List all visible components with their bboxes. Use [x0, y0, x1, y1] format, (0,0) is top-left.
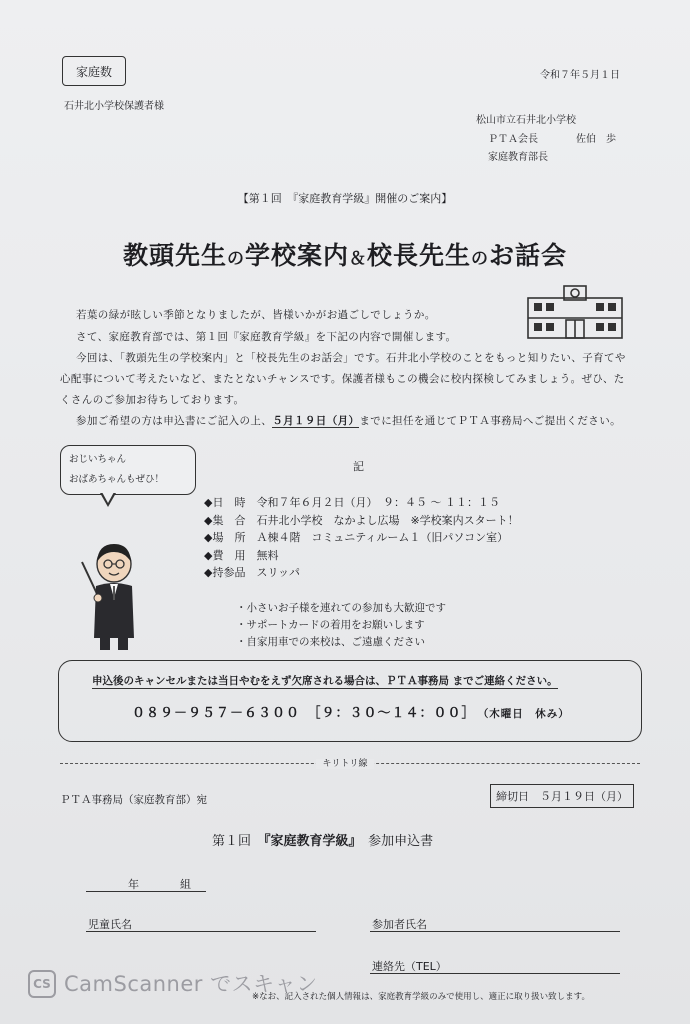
notes-list: [236, 600, 446, 651]
contact-hours: ［９：３０〜１４：００］: [314, 706, 470, 721]
detail-label: ◆場 所: [204, 531, 246, 544]
body-paragraph-1: 若葉の緑が眩しい季節となりましたが、皆様いかがお過ごしでしょうか。: [76, 309, 436, 321]
camscanner-watermark: CamScanner でスキャン: [64, 972, 318, 996]
title-segment: 学校案内: [244, 241, 349, 270]
grade-class-field[interactable]: [86, 891, 206, 892]
grade-year-label: 年: [128, 878, 139, 891]
speech-bubble-line: おじいちゃん: [69, 454, 127, 465]
recipient: 石井北小学校保護者様: [64, 101, 164, 112]
issue-date: 令和７年５月１日: [540, 70, 620, 81]
sender-name-pta-chair: 佐伯 歩: [576, 134, 616, 145]
form-title: [212, 830, 433, 849]
grade-class-label: 組: [180, 878, 191, 891]
distribution-tag: [62, 56, 126, 86]
detail-label: ◆費 用: [204, 548, 246, 562]
detail-row-fee: [204, 547, 519, 565]
deadline-box: [490, 784, 634, 808]
detail-row-datetime: [204, 494, 519, 512]
speech-bubble-line: おばあちゃんもぜひ！: [69, 474, 165, 485]
participant-name-label: 参加者氏名: [372, 918, 427, 931]
detail-label: ◆集 合: [204, 513, 246, 527]
camscanner-logo-icon: [28, 970, 56, 998]
form-title-main: 『家庭教育学級』: [264, 834, 356, 849]
detail-label: ◆持参品: [204, 566, 246, 579]
detail-row-items-to-bring: [204, 564, 519, 582]
body-paragraph-2: さて、家庭教育部では、第１回『家庭教育学級』を下記の内容で開催します。: [76, 331, 457, 343]
body-paragraph-3-line3: くさんのご参加お待ちしております。: [60, 394, 245, 406]
detail-value: 無料: [256, 548, 279, 562]
form-addressee: ＰＴＡ事務局（家庭教育部）宛: [60, 794, 207, 806]
deadline-sentence-start: 参加ご希望の方は申込書にご記入の上、: [76, 415, 273, 427]
title-segment: 教頭先生: [122, 241, 227, 270]
detail-row-meeting-point: [204, 512, 519, 530]
cut-line-label: キリトリ線: [316, 759, 373, 769]
sender-school: 松山市立石井北小学校: [476, 115, 576, 126]
sender-role-education-head: 家庭教育部長: [488, 152, 548, 163]
detail-value: スリッパ: [256, 566, 301, 579]
contact-phone: ０８９－９５７－６３００: [132, 706, 301, 721]
distribution-tag-label: 家庭数: [75, 64, 112, 79]
privacy-note: ※なお、記入された個人情報は、家庭教育学級のみで使用し、適正に取り扱い致します。: [252, 992, 590, 1002]
detail-label: ◆日 時: [204, 496, 246, 509]
note-item: ・自家用車での来校は、ご遠慮ください: [236, 636, 425, 648]
deadline-date-highlight: ５月１９日（月）: [272, 415, 360, 427]
detail-row-location: [204, 529, 519, 547]
deadline-sentence-end: までに担任を通じてＰＴＡ事務局へご提出ください。: [359, 415, 622, 427]
cancel-notice: 申込後のキャンセルまたは当日やむをえず欠席される場合は、ＰＴＡ事務局 までご連絡ください。: [92, 675, 558, 687]
school-building-icon: [526, 280, 624, 340]
body-paragraph-4: [76, 413, 621, 428]
contact-line: [132, 702, 570, 721]
camscanner-logo-text: CS: [33, 977, 51, 991]
title-segment: 校長先生: [367, 241, 472, 270]
detail-value: 石井北小学校 なかよし広場 ※学校案内スタート！: [256, 513, 519, 527]
body-paragraph-3-line1: 今回は、「教頭先生の学校案内」と「校長先生のお話会」です。石井北小学校のことをもっと知りたい、子育てや: [76, 352, 626, 364]
phone-field[interactable]: [370, 973, 620, 974]
detail-value: Ａ棟４階 コミュニティルーム１（旧パソコン室）: [256, 531, 509, 544]
form-title-suffix: 参加申込書: [368, 834, 434, 849]
phone-label: 連絡先（TEL）: [372, 960, 447, 973]
body-paragraph-3-line2: 心配事について考えたいなど、またとないチャンスです。保護者様もこの機会に校内探検してみましょう。ぜひ、た: [60, 373, 625, 385]
speech-bubble-tail-fill: [102, 492, 114, 503]
ki-marker: 記: [353, 460, 364, 473]
sender-role-pta-chair: ＰＴＡ会長: [488, 134, 538, 145]
page-title: [0, 236, 690, 272]
child-name-field[interactable]: [86, 931, 316, 932]
note-item: ・サポートカードの着用をお願いします: [236, 619, 425, 631]
deadline-label: 締切日 ５月１９日（月）: [496, 790, 628, 803]
contact-closed-day: （木曜日 休み）: [483, 708, 570, 720]
form-title-prefix: 第１回: [212, 834, 252, 849]
notice-subtitle: 【第１回 『家庭教育学級』開催のご案内】: [237, 192, 453, 205]
teacher-with-pointer-icon: [78, 540, 142, 652]
title-segment: の: [471, 249, 490, 269]
title-segment: ＆: [349, 249, 367, 269]
cut-line-label-wrap: [0, 756, 690, 769]
speech-bubble: [60, 445, 196, 495]
note-item: ・小さいお子様を連れての参加も大歓迎です: [236, 602, 446, 614]
detail-value: 令和７年６月２日（月） ９：４５ 〜 １１：１５: [256, 496, 500, 509]
title-segment: お話会: [489, 241, 568, 270]
event-details: [204, 494, 519, 582]
title-segment: の: [226, 249, 245, 269]
child-name-label: 児童氏名: [88, 918, 132, 931]
participant-name-field[interactable]: [370, 931, 620, 932]
